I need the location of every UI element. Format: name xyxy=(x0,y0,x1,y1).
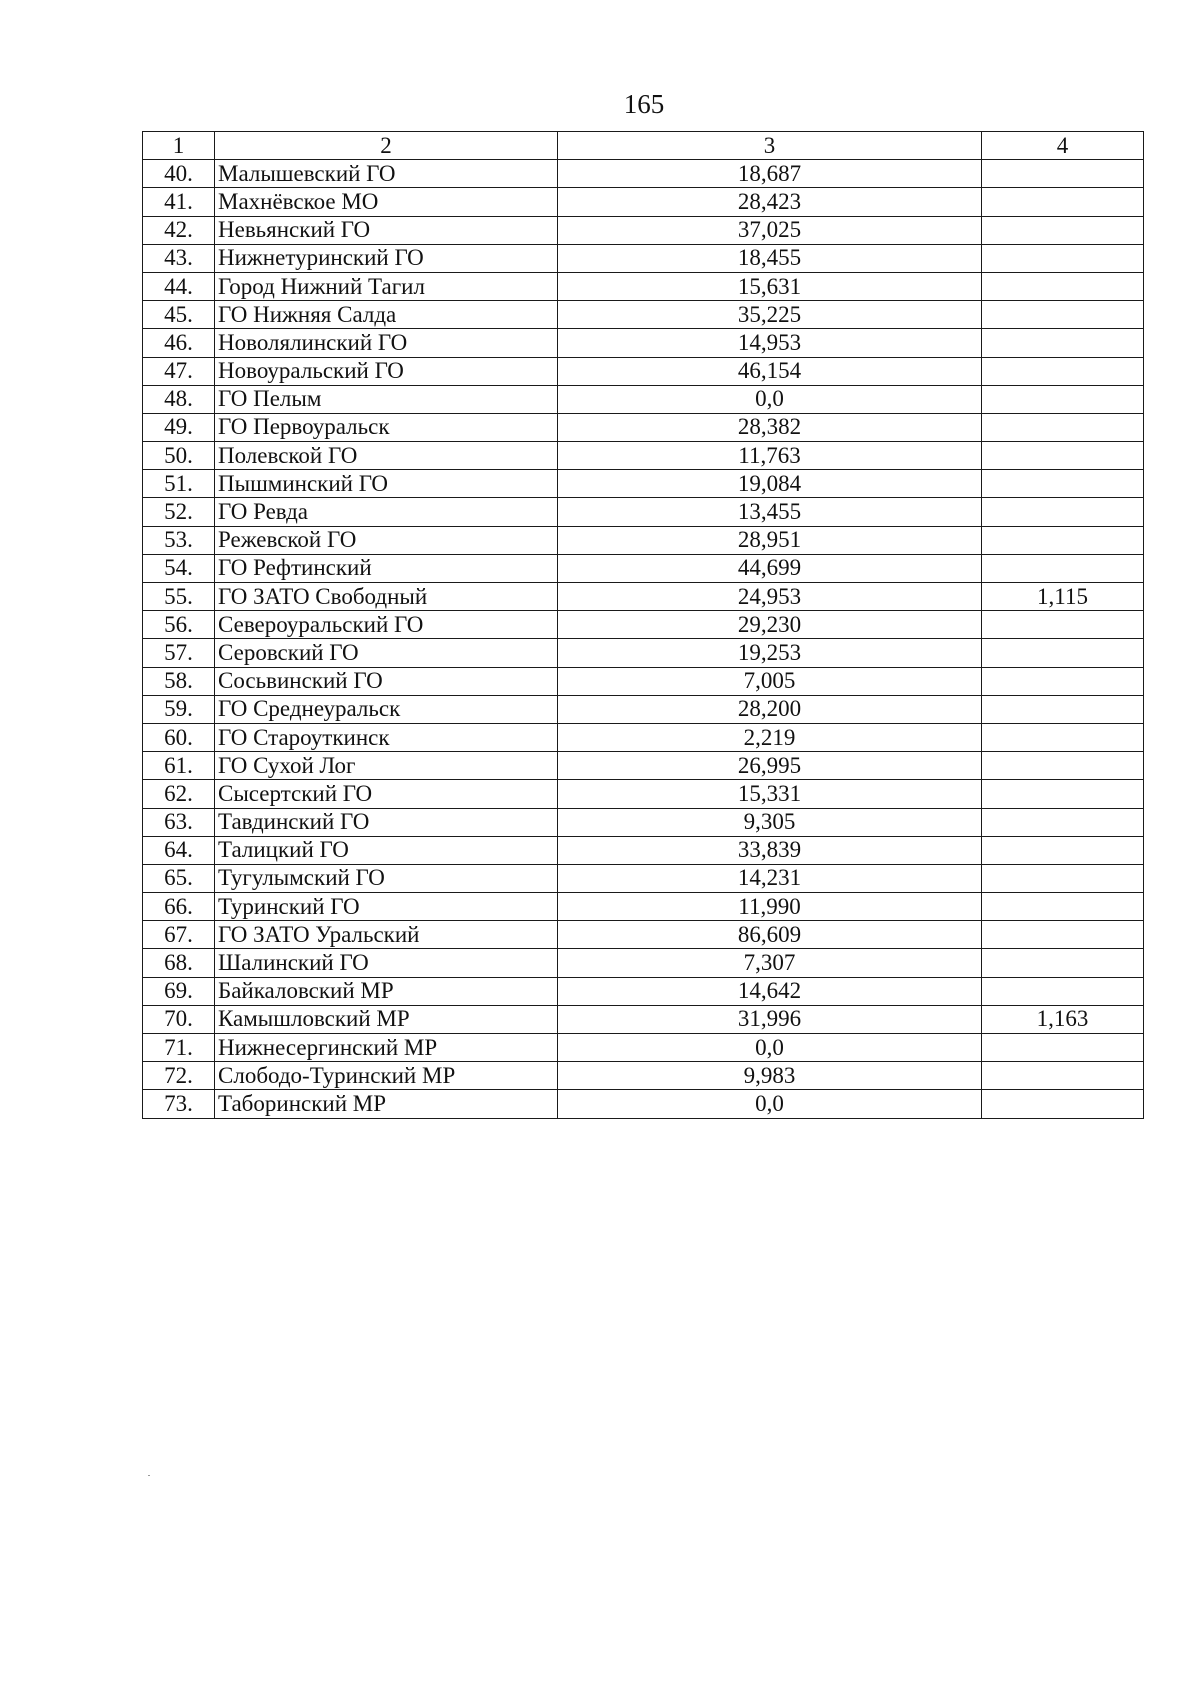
value-cell: 13,455 xyxy=(558,498,982,526)
extra-value-cell xyxy=(982,1034,1144,1062)
table-row xyxy=(143,836,1144,864)
municipality-name-cell: Таборинский МР xyxy=(215,1090,558,1118)
value-cell: 33,839 xyxy=(558,836,982,864)
value-cell: 9,983 xyxy=(558,1062,982,1090)
municipality-name-cell: Новоуральский ГО xyxy=(215,357,558,385)
table-row xyxy=(143,216,1144,244)
municipality-name-cell: Сосьвинский ГО xyxy=(215,667,558,695)
row-number-cell: 57. xyxy=(143,639,215,667)
row-number-cell: 60. xyxy=(143,723,215,751)
table-row xyxy=(143,949,1144,977)
municipality-name-cell: Тавдинский ГО xyxy=(215,808,558,836)
extra-value-cell xyxy=(982,216,1144,244)
table-row xyxy=(143,1062,1144,1090)
scan-speck xyxy=(148,1475,150,1476)
value-cell: 11,990 xyxy=(558,893,982,921)
municipality-name-cell: ГО Среднеуральск xyxy=(215,695,558,723)
extra-value-cell xyxy=(982,470,1144,498)
extra-value-cell xyxy=(982,413,1144,441)
table-row xyxy=(143,864,1144,892)
value-cell: 28,382 xyxy=(558,413,982,441)
value-cell: 28,423 xyxy=(558,188,982,216)
header-row xyxy=(143,132,1144,160)
municipality-name-cell: Камышловский МР xyxy=(215,1005,558,1033)
municipality-name-cell: ГО Староуткинск xyxy=(215,723,558,751)
extra-value-cell xyxy=(982,752,1144,780)
municipality-name-cell: Серовский ГО xyxy=(215,639,558,667)
value-cell: 15,331 xyxy=(558,780,982,808)
value-cell: 0,0 xyxy=(558,385,982,413)
extra-value-cell: 1,115 xyxy=(982,583,1144,611)
table-row xyxy=(143,1034,1144,1062)
extra-value-cell xyxy=(982,526,1144,554)
extra-value-cell xyxy=(982,442,1144,470)
table-row xyxy=(143,667,1144,695)
extra-value-cell xyxy=(982,357,1144,385)
value-cell: 0,0 xyxy=(558,1090,982,1118)
extra-value-cell xyxy=(982,554,1144,582)
extra-value-cell xyxy=(982,808,1144,836)
table-row xyxy=(143,498,1144,526)
row-number-cell: 64. xyxy=(143,836,215,864)
table-row xyxy=(143,244,1144,272)
municipality-name-cell: Туринский ГО xyxy=(215,893,558,921)
row-number-cell: 61. xyxy=(143,752,215,780)
municipality-name-cell: ГО Ревда xyxy=(215,498,558,526)
extra-value-cell xyxy=(982,611,1144,639)
table-row xyxy=(143,272,1144,300)
municipality-name-cell: ГО Рефтинский xyxy=(215,554,558,582)
extra-value-cell xyxy=(982,723,1144,751)
table-row xyxy=(143,611,1144,639)
value-cell: 28,200 xyxy=(558,695,982,723)
value-cell: 86,609 xyxy=(558,921,982,949)
municipality-name-cell: Пышминский ГО xyxy=(215,470,558,498)
value-cell: 7,005 xyxy=(558,667,982,695)
municipality-name-cell: ГО Сухой Лог xyxy=(215,752,558,780)
row-number-cell: 50. xyxy=(143,442,215,470)
value-cell: 14,642 xyxy=(558,977,982,1005)
value-cell: 9,305 xyxy=(558,808,982,836)
table-row xyxy=(143,639,1144,667)
extra-value-cell xyxy=(982,695,1144,723)
value-cell: 24,953 xyxy=(558,583,982,611)
table-row xyxy=(143,188,1144,216)
row-number-cell: 56. xyxy=(143,611,215,639)
row-number-cell: 66. xyxy=(143,893,215,921)
extra-value-cell xyxy=(982,639,1144,667)
value-cell: 35,225 xyxy=(558,301,982,329)
extra-value-cell xyxy=(982,864,1144,892)
row-number-cell: 48. xyxy=(143,385,215,413)
extra-value-cell xyxy=(982,667,1144,695)
table-row xyxy=(143,780,1144,808)
municipality-name-cell: Североуральский ГО xyxy=(215,611,558,639)
row-number-cell: 44. xyxy=(143,272,215,300)
value-cell: 26,995 xyxy=(558,752,982,780)
row-number-cell: 43. xyxy=(143,244,215,272)
municipality-name-cell: Махнёвское МО xyxy=(215,188,558,216)
column-header-3: 3 xyxy=(558,132,982,160)
row-number-cell: 47. xyxy=(143,357,215,385)
value-cell: 18,687 xyxy=(558,160,982,188)
row-number-cell: 59. xyxy=(143,695,215,723)
extra-value-cell xyxy=(982,385,1144,413)
row-number-cell: 69. xyxy=(143,977,215,1005)
value-cell: 0,0 xyxy=(558,1034,982,1062)
row-number-cell: 68. xyxy=(143,949,215,977)
extra-value-cell xyxy=(982,329,1144,357)
value-cell: 31,996 xyxy=(558,1005,982,1033)
municipality-name-cell: Байкаловский МР xyxy=(215,977,558,1005)
value-cell: 14,953 xyxy=(558,329,982,357)
row-number-cell: 42. xyxy=(143,216,215,244)
row-number-cell: 46. xyxy=(143,329,215,357)
table-row xyxy=(143,583,1144,611)
row-number-cell: 41. xyxy=(143,188,215,216)
municipality-name-cell: Невьянский ГО xyxy=(215,216,558,244)
table-row xyxy=(143,160,1144,188)
value-cell: 19,253 xyxy=(558,639,982,667)
table-row xyxy=(143,470,1144,498)
row-number-cell: 72. xyxy=(143,1062,215,1090)
value-cell: 29,230 xyxy=(558,611,982,639)
column-header-2: 2 xyxy=(215,132,558,160)
extra-value-cell xyxy=(982,780,1144,808)
value-cell: 2,219 xyxy=(558,723,982,751)
table-row xyxy=(143,808,1144,836)
municipality-name-cell: ГО Первоуральск xyxy=(215,413,558,441)
extra-value-cell xyxy=(982,949,1144,977)
row-number-cell: 49. xyxy=(143,413,215,441)
row-number-cell: 65. xyxy=(143,864,215,892)
municipality-name-cell: Сысертский ГО xyxy=(215,780,558,808)
table-row xyxy=(143,357,1144,385)
row-number-cell: 55. xyxy=(143,583,215,611)
table-row xyxy=(143,752,1144,780)
extra-value-cell xyxy=(982,1090,1144,1118)
value-cell: 14,231 xyxy=(558,864,982,892)
extra-value-cell xyxy=(982,836,1144,864)
table-body xyxy=(143,160,1144,1118)
table-row xyxy=(143,413,1144,441)
table-header xyxy=(143,132,1144,160)
table-row xyxy=(143,695,1144,723)
municipality-name-cell: Режевской ГО xyxy=(215,526,558,554)
table-row xyxy=(143,526,1144,554)
row-number-cell: 45. xyxy=(143,301,215,329)
municipality-name-cell: Нижнесергинский МР xyxy=(215,1034,558,1062)
extra-value-cell xyxy=(982,893,1144,921)
extra-value-cell: 1,163 xyxy=(982,1005,1144,1033)
extra-value-cell xyxy=(982,244,1144,272)
table-row xyxy=(143,1090,1144,1118)
municipality-name-cell: Малышевский ГО xyxy=(215,160,558,188)
extra-value-cell xyxy=(982,301,1144,329)
value-cell: 11,763 xyxy=(558,442,982,470)
row-number-cell: 53. xyxy=(143,526,215,554)
municipality-name-cell: Нижнетуринский ГО xyxy=(215,244,558,272)
municipality-name-cell: Слободо-Туринский МР xyxy=(215,1062,558,1090)
row-number-cell: 63. xyxy=(143,808,215,836)
row-number-cell: 51. xyxy=(143,470,215,498)
value-cell: 7,307 xyxy=(558,949,982,977)
data-table xyxy=(142,131,1144,1119)
row-number-cell: 52. xyxy=(143,498,215,526)
table-row xyxy=(143,385,1144,413)
extra-value-cell xyxy=(982,977,1144,1005)
municipality-name-cell: Новолялинский ГО xyxy=(215,329,558,357)
value-cell: 44,699 xyxy=(558,554,982,582)
table-row xyxy=(143,921,1144,949)
extra-value-cell xyxy=(982,921,1144,949)
table-row xyxy=(143,301,1144,329)
column-header-1: 1 xyxy=(143,132,215,160)
extra-value-cell xyxy=(982,1062,1144,1090)
municipality-name-cell: Талицкий ГО xyxy=(215,836,558,864)
value-cell: 15,631 xyxy=(558,272,982,300)
table-row xyxy=(143,977,1144,1005)
value-cell: 46,154 xyxy=(558,357,982,385)
row-number-cell: 54. xyxy=(143,554,215,582)
row-number-cell: 40. xyxy=(143,160,215,188)
extra-value-cell xyxy=(982,272,1144,300)
value-cell: 18,455 xyxy=(558,244,982,272)
table-row xyxy=(143,554,1144,582)
municipality-name-cell: Тугулымский ГО xyxy=(215,864,558,892)
extra-value-cell xyxy=(982,498,1144,526)
page-number: 165 xyxy=(623,89,665,119)
municipality-name-cell: ГО Нижняя Салда xyxy=(215,301,558,329)
row-number-cell: 67. xyxy=(143,921,215,949)
table-row xyxy=(143,442,1144,470)
row-number-cell: 73. xyxy=(143,1090,215,1118)
extra-value-cell xyxy=(982,188,1144,216)
municipality-name-cell: Шалинский ГО xyxy=(215,949,558,977)
value-cell: 19,084 xyxy=(558,470,982,498)
table-row xyxy=(143,329,1144,357)
table-row xyxy=(143,723,1144,751)
row-number-cell: 58. xyxy=(143,667,215,695)
row-number-cell: 70. xyxy=(143,1005,215,1033)
municipality-name-cell: Полевской ГО xyxy=(215,442,558,470)
value-cell: 37,025 xyxy=(558,216,982,244)
extra-value-cell xyxy=(982,160,1144,188)
municipality-name-cell: ГО ЗАТО Уральский xyxy=(215,921,558,949)
row-number-cell: 71. xyxy=(143,1034,215,1062)
value-cell: 28,951 xyxy=(558,526,982,554)
municipality-name-cell: ГО ЗАТО Свободный xyxy=(215,583,558,611)
municipality-name-cell: Город Нижний Тагил xyxy=(215,272,558,300)
row-number-cell: 62. xyxy=(143,780,215,808)
table-row xyxy=(143,893,1144,921)
column-header-4: 4 xyxy=(982,132,1144,160)
table-row xyxy=(143,1005,1144,1033)
municipality-name-cell: ГО Пелым xyxy=(215,385,558,413)
